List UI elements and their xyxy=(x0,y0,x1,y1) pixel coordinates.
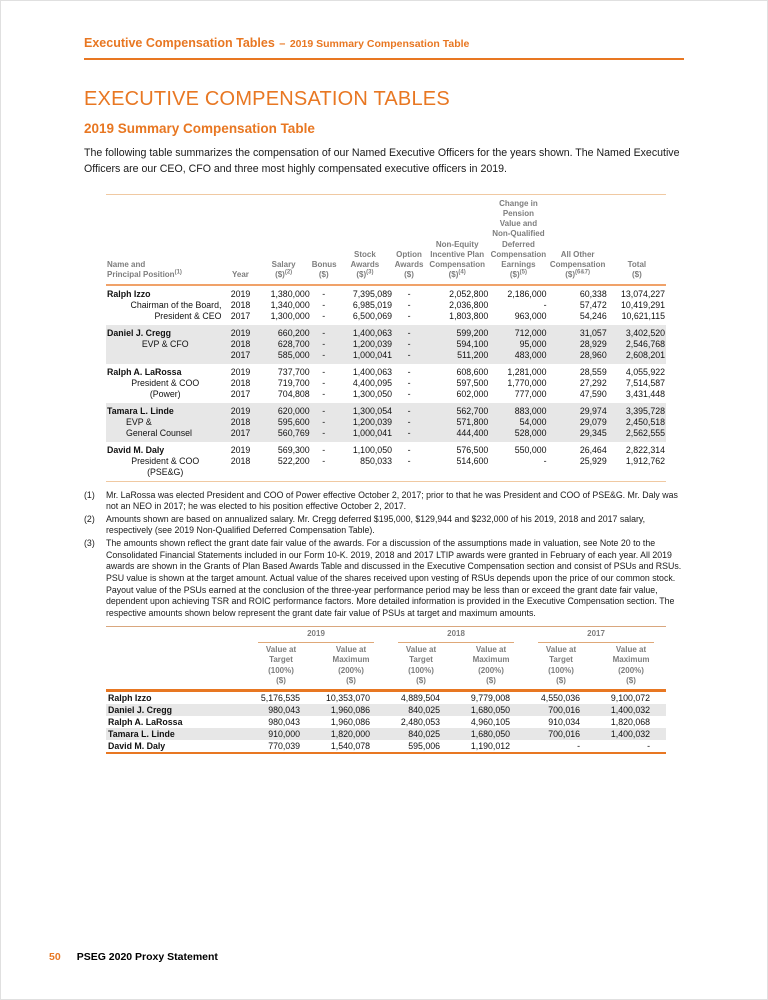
value-cell: 1,200,039 xyxy=(337,339,393,350)
value-cell: 10,419,291 xyxy=(620,299,665,310)
officer-title-cell: EVP & CFO xyxy=(106,339,224,350)
officer-title-cell: (PSE&G) xyxy=(147,466,184,477)
value-cell: 2018 xyxy=(230,377,251,388)
officer-name-cell: David M. Daly xyxy=(108,741,166,752)
column-header: Change in Pension Value and Non-Qualified Deferred Compensation Earnings ($)$^{(5)}$ xyxy=(489,194,547,284)
value-cell: 737,700 xyxy=(277,366,310,377)
footnote-number: (3) xyxy=(84,538,95,549)
table-row xyxy=(106,691,666,705)
value-cell: 26,464 xyxy=(579,444,607,455)
value-cell: 4,400,095 xyxy=(352,377,392,388)
value-cell: 602,000 xyxy=(456,388,489,399)
value-cell: 95,000 xyxy=(489,339,547,350)
value-cell: - xyxy=(322,299,326,310)
value-cell: 1,400,032 xyxy=(596,728,666,740)
breadcrumb-page-title: 2019 Summary Compensation Table xyxy=(289,38,470,50)
column-header: Value at Maximum (200%) ($) xyxy=(596,643,666,691)
value-cell: - xyxy=(543,455,547,466)
value-cell: 2019 xyxy=(224,325,256,339)
table-row xyxy=(106,364,666,378)
table-row xyxy=(106,740,666,753)
table-row xyxy=(106,389,666,403)
value-cell: 1,680,050 xyxy=(456,704,526,716)
value-cell: 569,300 xyxy=(277,444,310,455)
column-header: All Other Compensation ($)$^{(6\&7)}$ xyxy=(548,194,608,284)
table-row xyxy=(106,300,666,311)
year-label: 2018 xyxy=(398,629,514,642)
table-row xyxy=(106,403,666,417)
value-cell: - xyxy=(322,377,326,388)
value-cell: - xyxy=(407,288,411,299)
value-cell: 850,033 xyxy=(360,455,392,466)
page-footer xyxy=(49,951,218,963)
column-header: Option Awards ($) xyxy=(393,194,425,284)
value-cell: 2017 xyxy=(230,388,251,399)
year-header xyxy=(526,627,666,643)
value-cell: 2,186,000 xyxy=(507,288,547,299)
value-cell: 1,770,000 xyxy=(507,377,547,388)
value-cell: 514,600 xyxy=(456,455,489,466)
value-cell: - xyxy=(543,299,547,310)
value-cell: 576,500 xyxy=(456,444,489,455)
value-cell xyxy=(548,467,608,482)
value-cell: 2018 xyxy=(224,339,256,350)
value-cell xyxy=(489,467,547,482)
table-row xyxy=(106,378,666,389)
value-cell: - xyxy=(647,741,651,752)
value-cell: 1,820,000 xyxy=(316,728,386,740)
value-cell: 2,608,201 xyxy=(608,350,666,364)
value-cell: 3,395,728 xyxy=(608,403,666,417)
empty-header-cell xyxy=(106,627,246,643)
table-row xyxy=(106,704,666,716)
value-cell: 660,200 xyxy=(257,325,311,339)
value-cell: 597,500 xyxy=(456,377,489,388)
officer-title-cell: (Power) xyxy=(149,388,181,399)
section-subtitle: 2019 Summary Compensation Table xyxy=(84,121,315,136)
value-cell xyxy=(337,467,393,482)
intro-paragraph: The following table summarizes the compensation of our Named Executive Officers for the years shown. The Named Executive Officers are our CEO, CFO and three most highly compensated executive officers in 2019. xyxy=(84,147,680,175)
table-row xyxy=(106,339,666,350)
footnote-marker: (3) xyxy=(366,269,374,276)
column-header: Bonus ($) xyxy=(311,194,337,284)
value-cell: 2017 xyxy=(230,310,251,321)
value-cell: 28,960 xyxy=(548,350,608,364)
value-cell: 1,540,078 xyxy=(330,741,371,752)
value-cell: - xyxy=(393,417,425,428)
value-cell: 1,300,050 xyxy=(352,388,392,399)
value-cell: 10,621,115 xyxy=(621,310,665,321)
value-cell: 595,600 xyxy=(257,417,311,428)
value-cell: 6,985,019 xyxy=(352,299,392,310)
value-cell: 1,000,041 xyxy=(337,350,393,364)
value-cell: 2,450,518 xyxy=(608,417,666,428)
value-cell xyxy=(311,467,337,482)
value-cell: 25,929 xyxy=(579,455,607,466)
value-cell xyxy=(224,467,256,482)
value-cell: - xyxy=(322,388,326,399)
value-cell: 980,043 xyxy=(268,717,300,728)
value-cell: - xyxy=(407,377,411,388)
value-cell: - xyxy=(311,339,337,350)
officer-name-cell: Ralph Izzo xyxy=(108,693,152,704)
breadcrumb-dash: – xyxy=(279,38,286,50)
officer-name: Tamara L. Linde xyxy=(107,405,174,416)
footnote-2 xyxy=(84,514,684,537)
table-row xyxy=(106,716,666,728)
footnote-text: Mr. LaRossa was elected President and COO of Power effective October 2, 2017; prior to that he was President and COO of PSE&G. Mr. Daly was not an NEO in 2017; he was elected to his position effective October 2, 2017. xyxy=(106,489,678,512)
value-cell: 528,000 xyxy=(489,428,547,442)
value-cell: 5,176,535 xyxy=(260,693,300,704)
officer-name: Daniel J. Cregg xyxy=(107,327,172,338)
officer-title-cell: Chairman of the Board, xyxy=(130,299,222,310)
value-cell: 3,402,520 xyxy=(608,325,666,339)
value-cell: - xyxy=(393,325,425,339)
footnote-marker: (4) xyxy=(458,269,466,276)
value-cell: 550,000 xyxy=(514,444,547,455)
officer-group xyxy=(106,325,666,364)
footnote-marker: (6&7) xyxy=(575,269,591,276)
value-cell: 1,100,050 xyxy=(352,444,392,455)
footnote-marker: (5) xyxy=(519,269,527,276)
value-cell: 29,079 xyxy=(548,417,608,428)
officer-name-cell: Tamara L. Linde xyxy=(106,728,246,740)
table-row xyxy=(106,350,666,364)
value-cell: - xyxy=(322,288,326,299)
officer-name-cell xyxy=(106,285,224,300)
officer-name: David M. Daly xyxy=(107,444,165,455)
column-header: Value at Target (100%) ($) xyxy=(526,643,596,691)
footnote-text: Amounts shown are based on annualized salary. Mr. Cregg deferred $195,000, $129,944 and $232,000 of his 2019, 2018 and 2017 salary, respectively (see 2019 Non-Qualified Deferred Compensation Table). xyxy=(106,513,646,536)
officer-group xyxy=(106,442,666,482)
value-cell: - xyxy=(407,366,411,377)
table-row xyxy=(106,456,666,467)
value-cell: 1,400,032 xyxy=(596,704,666,716)
value-cell: 483,000 xyxy=(489,350,547,364)
year-header-row xyxy=(106,627,666,643)
officer-title-cell xyxy=(106,350,224,364)
value-cell: 2018 xyxy=(230,455,251,466)
value-cell: 1,803,800 xyxy=(449,310,489,321)
value-cell: - xyxy=(577,741,581,752)
psu-table-body xyxy=(106,691,666,754)
value-cell: 1,820,068 xyxy=(610,717,651,728)
officer-name: Ralph Izzo xyxy=(107,288,151,299)
table-row xyxy=(106,311,666,325)
footer-label: PSEG 2020 Proxy Statement xyxy=(76,951,218,963)
table-row xyxy=(106,442,666,456)
value-cell: 511,200 xyxy=(425,350,489,364)
value-cell: 1,960,086 xyxy=(330,717,371,728)
year-header xyxy=(386,627,526,643)
footnote-number: (1) xyxy=(84,489,95,500)
year-label: 2019 xyxy=(258,629,374,642)
value-cell: - xyxy=(393,403,425,417)
footnotes xyxy=(84,490,684,620)
year-label: 2017 xyxy=(538,629,654,642)
year-header xyxy=(246,627,386,643)
value-cell: - xyxy=(407,299,411,310)
value-cell: - xyxy=(407,310,411,321)
value-cell: 29,345 xyxy=(548,428,608,442)
value-cell: 2018 xyxy=(224,417,256,428)
value-cell: 1,190,012 xyxy=(470,741,511,752)
officer-group xyxy=(106,403,666,442)
value-cell: 1,960,086 xyxy=(316,704,386,716)
officer-title-cell: President & COO xyxy=(131,455,200,466)
value-cell: 700,016 xyxy=(526,704,596,716)
value-cell: - xyxy=(393,428,425,442)
psu-grant-value-table-header xyxy=(106,627,666,691)
value-cell: - xyxy=(311,350,337,364)
value-cell: 1,300,054 xyxy=(337,403,393,417)
value-cell: 60,338 xyxy=(579,288,607,299)
officer-title-cell: President & COO xyxy=(131,377,200,388)
footnote-1 xyxy=(84,490,684,513)
value-cell: - xyxy=(407,444,411,455)
value-cell: 560,769 xyxy=(257,428,311,442)
value-cell: 444,400 xyxy=(425,428,489,442)
officer-name-cell xyxy=(106,403,224,417)
value-cell: 594,100 xyxy=(425,339,489,350)
officer-title-cell: President & CEO xyxy=(154,310,222,321)
table-row xyxy=(106,285,666,300)
value-cell: 7,514,587 xyxy=(625,377,665,388)
value-cell xyxy=(393,467,425,482)
value-cell: 28,929 xyxy=(548,339,608,350)
value-cell: 7,395,089 xyxy=(352,288,392,299)
value-cell: 28,559 xyxy=(579,366,607,377)
value-cell: 4,550,036 xyxy=(540,693,581,704)
value-cell: 1,000,041 xyxy=(337,428,393,442)
value-cell: 54,000 xyxy=(489,417,547,428)
column-header: Value at Maximum (200%) ($) xyxy=(456,643,526,691)
footnote-marker: (2) xyxy=(284,269,293,276)
column-header: Year xyxy=(224,194,256,284)
value-cell: 1,340,000 xyxy=(270,299,310,310)
value-cell: 29,974 xyxy=(548,403,608,417)
value-cell: 980,043 xyxy=(246,704,316,716)
value-cell: 2019 xyxy=(230,366,251,377)
column-header: Salary ($)$^{(2)}$ xyxy=(257,194,311,284)
value-cell: - xyxy=(322,455,326,466)
officer-name-cell xyxy=(106,442,224,456)
value-cell: 3,431,448 xyxy=(625,388,665,399)
page-title: EXECUTIVE COMPENSATION TABLES xyxy=(84,88,450,110)
breadcrumb-section: Executive Compensation Tables xyxy=(84,36,275,50)
value-cell: 4,889,504 xyxy=(400,693,441,704)
table-row xyxy=(106,417,666,428)
footnote-number: (2) xyxy=(84,513,95,524)
officer-title-cell: EVP & xyxy=(106,417,224,428)
officer-group xyxy=(106,285,666,325)
value-cell: 2019 xyxy=(224,403,256,417)
value-cell: 10,353,070 xyxy=(325,693,371,704)
value-cell: - xyxy=(322,444,326,455)
value-cell: 840,025 xyxy=(386,728,456,740)
officer-name-cell xyxy=(106,325,224,339)
value-cell: 571,800 xyxy=(425,417,489,428)
value-cell: 2,480,053 xyxy=(400,717,441,728)
summary-compensation-table-header xyxy=(106,194,666,284)
value-cell: 2,052,800 xyxy=(449,288,489,299)
value-cell: - xyxy=(393,350,425,364)
value-cell: 2,036,800 xyxy=(449,299,489,310)
value-cell: 712,000 xyxy=(489,325,547,339)
value-cell: 54,246 xyxy=(579,310,607,321)
column-header: Name and Principal Position$^{(1)}$ xyxy=(106,194,224,284)
officer-name-cell xyxy=(106,364,224,378)
value-cell: 2019 xyxy=(230,288,251,299)
value-cell: 883,000 xyxy=(489,403,547,417)
empty-header-cell xyxy=(106,643,246,691)
value-cell: 2017 xyxy=(224,350,256,364)
header-row xyxy=(106,194,666,284)
value-cell: - xyxy=(407,388,411,399)
value-cell: 9,779,008 xyxy=(470,693,511,704)
value-cell: 777,000 xyxy=(514,388,547,399)
value-cell: 522,200 xyxy=(277,455,310,466)
value-cell: - xyxy=(311,428,337,442)
column-header: Stock Awards ($)$^{(3)}$ xyxy=(337,194,393,284)
value-cell: 595,006 xyxy=(408,741,441,752)
value-cell: - xyxy=(311,325,337,339)
value-cell: 2,546,768 xyxy=(608,339,666,350)
value-cell: 1,300,000 xyxy=(270,310,310,321)
value-cell: 910,034 xyxy=(548,717,581,728)
value-cell xyxy=(257,467,311,482)
footnote-text: The amounts shown reflect the grant date fair value of the awards. For a discussion of the assumptions made in valuation, see Note 20 to the Consolidated Financial Statements included in our Form 10-K. 2019, 2018 and 2017 LTIP awards were granted in February of each year. All 2019 awards are shown in the Grants of Plan Based Awards Table and discussed in the Executive Compensation section and consist of PSUs and RSUs. PSU value is shown at the target amount. Actual value of the shares received upon vesting of RSUs depends upon the price of our common stock. Payout value of the PSUs earned at the conclusion of the three-year performance period may be less than or exceed the grant date fair value, dependent upon achieving TSR and ROIC performance factors. More detailed information is provided in the Executive Compensation section. The respective amounts shown below represent the grant date fair value of PSUs at target and maximum amounts. xyxy=(106,538,682,618)
value-cell: 719,700 xyxy=(277,377,310,388)
officer-title-cell: General Counsel xyxy=(106,428,224,442)
value-cell: 562,700 xyxy=(425,403,489,417)
value-cell: 770,039 xyxy=(268,741,300,752)
value-cell: 700,016 xyxy=(526,728,596,740)
value-cell: 57,472 xyxy=(579,299,607,310)
value-cell: 1,912,762 xyxy=(625,455,665,466)
column-header: Value at Target (100%) ($) xyxy=(246,643,316,691)
value-cell: 599,200 xyxy=(425,325,489,339)
value-cell: 2,562,555 xyxy=(608,428,666,442)
value-cell: 27,292 xyxy=(579,377,607,388)
value-cell: 31,057 xyxy=(548,325,608,339)
footnote-marker: (1) xyxy=(174,269,182,276)
value-cell: 1,680,050 xyxy=(456,728,526,740)
value-cell: 2019 xyxy=(230,444,251,455)
value-cell: 2018 xyxy=(230,299,251,310)
officer-name: Ralph A. LaRossa xyxy=(107,366,182,377)
value-cell: - xyxy=(393,339,425,350)
value-cell: 1,281,000 xyxy=(507,366,547,377)
value-cell: 6,500,069 xyxy=(352,310,392,321)
page-number: 50 xyxy=(49,951,61,963)
value-cell: 910,000 xyxy=(246,728,316,740)
value-cell: 47,590 xyxy=(579,388,607,399)
value-cell: - xyxy=(322,366,326,377)
value-cell: 9,100,072 xyxy=(610,693,651,704)
value-cell: 608,600 xyxy=(456,366,489,377)
summary-compensation-table xyxy=(106,194,666,482)
value-cell: 1,400,063 xyxy=(337,325,393,339)
value-cell: 585,000 xyxy=(257,350,311,364)
value-cell: 4,055,922 xyxy=(625,366,665,377)
footnote-3 xyxy=(84,538,684,619)
value-cell: - xyxy=(407,455,411,466)
column-header: Non-Equity Incentive Plan Compensation ($)$^{(4)}$ xyxy=(425,194,489,284)
value-cell: - xyxy=(311,417,337,428)
value-cell: 620,000 xyxy=(257,403,311,417)
column-header: Value at Maximum (200%) ($) xyxy=(316,643,386,691)
value-cell: 840,025 xyxy=(386,704,456,716)
value-cell: 1,380,000 xyxy=(270,288,310,299)
table-row xyxy=(106,728,666,740)
breadcrumb xyxy=(84,34,684,60)
column-header: Value at Target (100%) ($) xyxy=(386,643,456,691)
column-header-row xyxy=(106,643,666,691)
value-cell: 1,400,063 xyxy=(352,366,392,377)
value-cell: 13,074,227 xyxy=(620,288,665,299)
psu-grant-value-table xyxy=(106,626,666,754)
value-cell: 2017 xyxy=(224,428,256,442)
value-cell: 2,822,314 xyxy=(625,444,665,455)
value-cell: - xyxy=(322,310,326,321)
table-row xyxy=(106,467,666,482)
value-cell: 628,700 xyxy=(257,339,311,350)
value-cell: 4,960,105 xyxy=(470,717,511,728)
value-cell xyxy=(608,467,666,482)
value-cell: 963,000 xyxy=(514,310,547,321)
value-cell xyxy=(425,467,489,482)
value-cell: 1,200,039 xyxy=(337,417,393,428)
officer-name-cell: Daniel J. Cregg xyxy=(106,704,246,716)
table-row xyxy=(106,428,666,442)
column-header: Total ($) xyxy=(608,194,666,284)
officer-name-cell: Ralph A. LaRossa xyxy=(108,717,183,728)
officer-group xyxy=(106,364,666,403)
table-row xyxy=(106,325,666,339)
value-cell: - xyxy=(311,403,337,417)
value-cell: 704,808 xyxy=(277,388,310,399)
